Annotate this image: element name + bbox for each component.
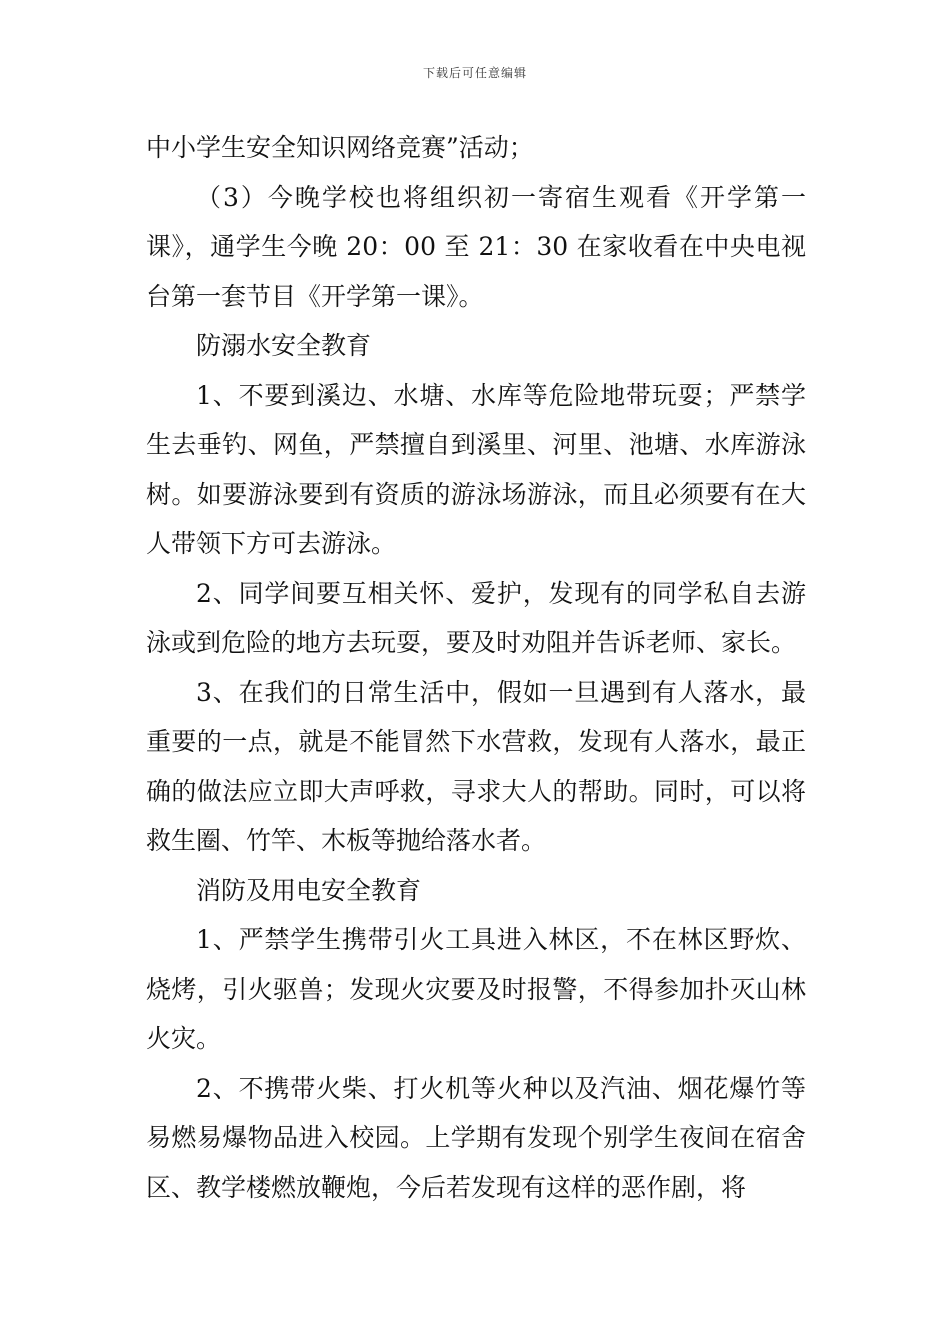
- header-note: 下载后可任意编辑: [422, 66, 527, 80]
- paragraph: 2、同学间要互相关怀、爱护，发现有的同学私自去游泳或到危险的地方去玩耍，要及时劝阻并告诉老师、家长。: [146, 578, 806, 657]
- paragraph: 3、在我们的日常生活中，假如一旦遇到有人落水，最重要的一点，就是不能冒然下水营救，发现有人落水，最正确的做法应立即大声呼救，寻求大人的帮助。同时，可以将救生圈、竹竿、木板等抛给落水者。: [146, 677, 806, 855]
- section-heading-fire-safety: 消防及用电安全教育: [196, 875, 422, 905]
- paragraph: 中小学生安全知识网络竞赛”活动；: [146, 133, 534, 162]
- paragraph: （3）今晚学校也将组织初一寄宿生观看《开学第一课》，通学生今晚 20：00 至 21：30 在家收看在中央电视台第一套节目《开学第一课》。: [146, 182, 806, 311]
- paragraph: 1、不要到溪边、水塘、水库等危险地带玩耍；严禁学生去垂钓、网鱼，严禁擅自到溪里、河里、池塘、水库游泳树。如要游泳要到有资质的游泳场游泳，而且必须要有在大人带领下方可去游泳。: [146, 380, 806, 558]
- section-heading-drowning: 防溺水安全教育: [196, 331, 372, 360]
- document-body: [146, 123, 806, 1212]
- paragraph: 1、严禁学生携带引火工具进入林区，不在林区野炊、烧烤，引火驱兽；发现火灾要及时报警，不得参加扑灭山林火灾。: [146, 925, 806, 1053]
- paragraph: 2、不携带火柴、打火机等火种以及汽油、烟花爆竹等易燃易爆物品进入校园。上学期有发现个别学生夜间在宿舍区、教学楼燃放鞭炮，今后若发现有这样的恶作剧，将: [146, 1073, 806, 1202]
